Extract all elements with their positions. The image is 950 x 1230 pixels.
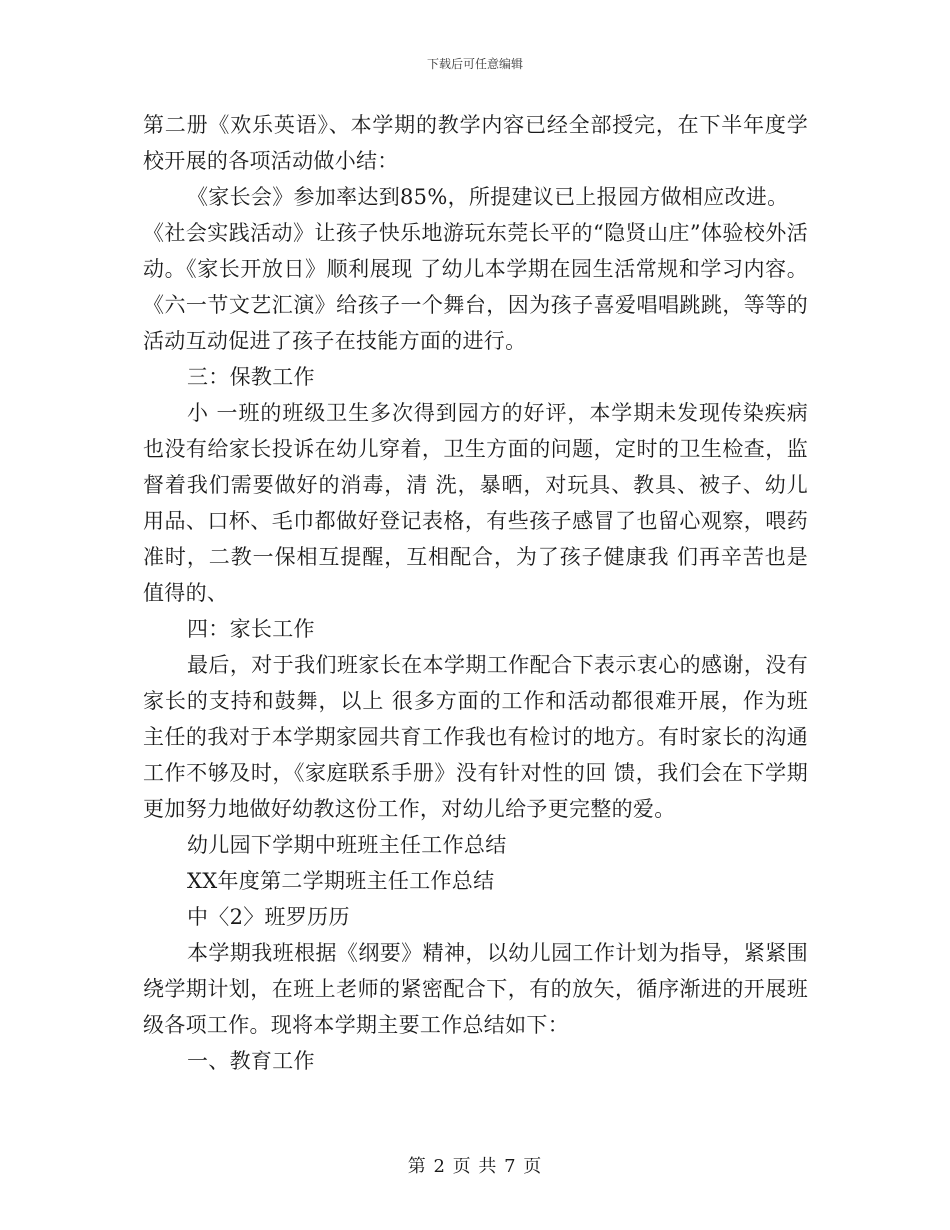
document-subtitle: XX年度第二学期班主任工作总结 (187, 869, 495, 893)
section-heading-education: 一、教育工作 (187, 1049, 315, 1073)
document-title: 幼儿园下学期中班班主任工作总结 (187, 833, 507, 857)
paragraph-5: 小 一班的班级卫生多次得到园方的好评，本学期未发现传染疾病也没有给家长投诉在幼儿穿着，卫生方面的问题，定时的卫生检查，监督着我们需要做好的消毒，清 洗，暴晒，对玩具、教具、被子、幼儿用品、口杯、毛巾都做好登记表格，有些孩子感冒了也留心观察，喂药准时，二教一保相互提醒，互相配合，为了孩子健康我 们再辛苦也是值得的、 (143, 401, 808, 605)
section-heading-parents: 四：家长工作 (187, 617, 315, 641)
paragraph-3: 《社会实践活动》让孩子快乐地游玩东莞长平的“隐贤山庄”体验校外活动。《家长开放日》顺利展现 了幼儿本学期在园生活常规和学习内容。《六一节文艺汇演》给孩子一个舞台，因为孩子喜爱唱唱跳跳，等等的活动互动促进了孩子在技能方面的进行。 (143, 221, 808, 353)
page-number: 第 2 页 共 7 页 (407, 1156, 543, 1177)
author-line: 中〈2〉班罗历历 (187, 905, 350, 929)
paragraph-7: 最后，对于我们班家长在本学期工作配合下表示衷心的感谢，没有家长的支持和鼓舞，以上 很多方面的工作和活动都很难开展，作为班主任的我对于本学期家园共育工作我也有检讨的地方。有时家长的沟通工作不够及时，《家庭联系手册》没有针对性的回 馈，我们会在下学期更加努力地做好幼教这份工作，对幼儿给予更完整的爱。 (143, 653, 808, 821)
document-body (143, 107, 808, 1079)
paragraph-11: 本学期我班根据《纲要》精神，以幼儿园工作计划为指导，紧紧围绕学期计划，在班上老师的紧密配合下，有的放矢，循序渐进的开展班级各项工作。现将本学期主要工作总结如下： (143, 941, 808, 1037)
paragraph-2: 《家长会》参加率达到85%，所提建议已上报园方做相应改进。 (187, 185, 789, 209)
paragraph-1: 第二册《欢乐英语》、本学期的教学内容已经全部授完，在下半年度学校开展的各项活动做小结： (143, 113, 808, 173)
page-header: 下载后可任意编辑 (426, 57, 523, 71)
section-heading-childcare: 三：保教工作 (187, 365, 315, 389)
